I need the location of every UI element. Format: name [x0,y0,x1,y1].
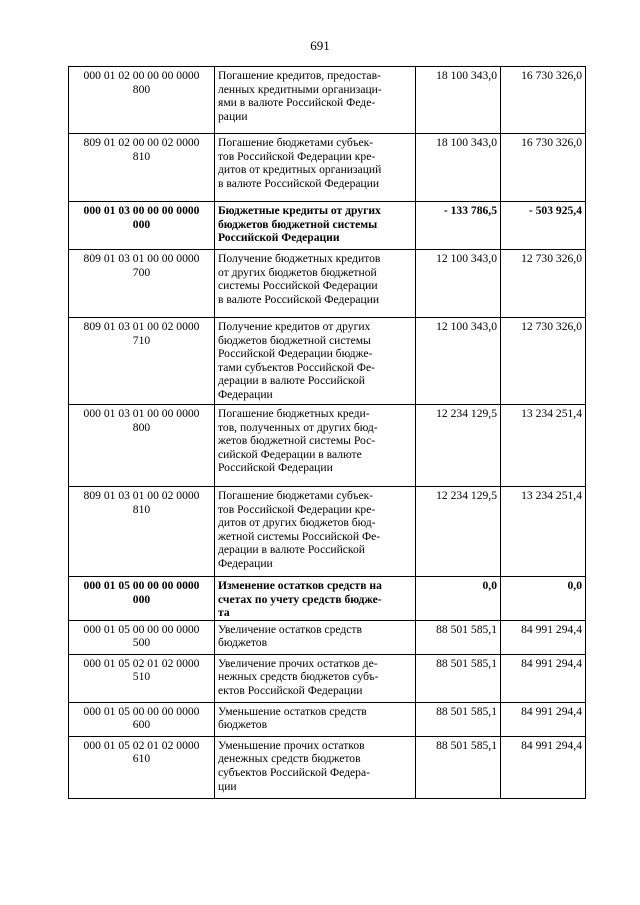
item-name: Погашение кредитов, предостав- ленных кредитными организаци- ями в валюте Российской Феде- рации [218,69,382,123]
amount-year-1: 18 100 343,0 [416,67,501,134]
table-row [69,702,586,736]
budget-code-cell [69,405,215,487]
table-row [69,736,586,798]
budget-code-suffix: 510 [132,670,151,684]
item-name: Увеличение остатков средств бюджетов [218,622,362,650]
item-name-cell [215,134,416,202]
page-number: 691 [310,38,330,53]
table-row [69,577,586,621]
budget-code-cell [69,250,215,318]
budget-code: 809 01 02 00 00 02 0000 [83,136,200,149]
budget-code-suffix: 700 [132,265,151,279]
amount-year-1: 88 501 585,1 [416,702,501,736]
amount-year-2: 84 991 294,4 [501,620,586,654]
budget-code-suffix: 810 [132,502,151,516]
item-name: Изменение остатков средств на счетах по учету средств бюдже- та [218,579,382,620]
table-row [69,134,586,202]
amount-year-1: 0,0 [416,577,501,621]
table-row [69,654,586,702]
budget-code-cell [69,134,215,202]
budget-code-suffix: 710 [132,333,151,347]
budget-code-cell [69,620,215,654]
amount-year-1: 12 100 343,0 [416,318,501,405]
item-name: Уменьшение остатков средств бюджетов [218,704,367,732]
item-name: Увеличение прочих остатков де- нежных средств бюджетов субъ- ектов Российской Федерации [218,656,379,697]
amount-year-2: 84 991 294,4 [501,654,586,702]
budget-code: 000 01 02 00 00 00 0000 [83,69,200,82]
budget-code: 809 01 03 01 00 00 0000 [83,252,200,265]
amount-year-2: 84 991 294,4 [501,702,586,736]
amount-year-1: 12 234 129,5 [416,405,501,487]
amount-year-1: 12 100 343,0 [416,250,501,318]
budget-code: 809 01 03 01 00 02 0000 [83,320,200,333]
item-name-cell [215,736,416,798]
amount-year-2: 13 234 251,4 [501,405,586,487]
budget-code-cell [69,318,215,405]
budget-code-suffix: 800 [132,420,151,434]
table-row [69,487,586,577]
budget-sources-table [68,66,586,799]
item-name: Погашение бюджетами субъек- тов Российской Федерации кре- дитов от других бюджетов бюд- жетной системы Российской Фе- дерации в валюте Российской Федерации [218,489,381,570]
amount-year-1: - 133 786,5 [416,202,501,250]
budget-code-suffix: 800 [132,82,151,96]
amount-year-2: 16 730 326,0 [501,67,586,134]
budget-code-cell [69,702,215,736]
table-row [69,67,586,134]
item-name-cell [215,702,416,736]
amount-year-2: 16 730 326,0 [501,134,586,202]
item-name: Погашение бюджетами субъек- тов Российской Федерации кре- дитов от кредитных организаций в валюте Российской Федерации [218,136,382,190]
table-row [69,202,586,250]
amount-year-2: 13 234 251,4 [501,487,586,577]
item-name: Уменьшение прочих остатков денежных средств бюджетов субъектов Российской Федера- ции [218,738,370,793]
budget-code-suffix: 500 [132,636,151,650]
budget-code-cell [69,487,215,577]
budget-code: 000 01 05 00 00 00 0000 [83,579,200,592]
amount-year-1: 12 234 129,5 [416,487,501,577]
budget-code-cell [69,202,215,250]
amount-year-2: 12 730 326,0 [501,318,586,405]
table-row [69,620,586,654]
budget-code-cell [69,654,215,702]
budget-code: 000 01 05 00 00 00 0000 [83,704,200,718]
table-row [69,318,586,405]
budget-code: 000 01 05 00 00 00 0000 [83,622,200,636]
table-row [69,250,586,318]
item-name: Получение бюджетных кредитов от других бюджетов бюджетной системы Российской Федерации в валюте Российской Федерации [218,252,381,306]
budget-code: 000 01 05 02 01 02 0000 [83,656,200,670]
amount-year-1: 88 501 585,1 [416,736,501,798]
item-name-cell [215,250,416,318]
budget-code-cell [69,67,215,134]
item-name-cell [215,405,416,487]
budget-code-suffix: 810 [132,149,151,163]
item-name-cell [215,487,416,577]
table-row [69,405,586,487]
amount-year-2: 84 991 294,4 [501,736,586,798]
budget-code: 000 01 03 01 00 00 0000 [83,407,200,420]
budget-code-suffix: 000 [132,592,151,606]
budget-code: 809 01 03 01 00 02 0000 [83,489,200,502]
budget-code-cell [69,736,215,798]
amount-year-2: 0,0 [501,577,586,621]
item-name: Бюджетные кредиты от других бюджетов бюджетной системы Российской Федерации [218,204,381,245]
item-name-cell [215,202,416,250]
amount-year-1: 88 501 585,1 [416,654,501,702]
item-name-cell [215,654,416,702]
item-name: Получение кредитов от других бюджетов бюджетной системы Российской Федерации бюдже- тами субъектов Российской Фе- дерации в валюте Российской Федерации [218,320,375,401]
budget-code-cell [69,577,215,621]
budget-code-suffix: 610 [132,752,151,766]
amount-year-1: 88 501 585,1 [416,620,501,654]
amount-year-2: 12 730 326,0 [501,250,586,318]
table-body [69,67,586,799]
item-name-cell [215,577,416,621]
item-name-cell [215,620,416,654]
item-name: Погашение бюджетных креди- тов, полученных от других бюд- жетов бюджетной системы Рос- сийской Федерации в валюте Российской Федерации [218,407,378,475]
item-name-cell [215,67,416,134]
amount-year-1: 18 100 343,0 [416,134,501,202]
budget-code: 000 01 03 00 00 00 0000 [83,204,200,217]
budget-code: 000 01 05 02 01 02 0000 [83,738,200,752]
amount-year-2: - 503 925,4 [501,202,586,250]
budget-code-suffix: 600 [132,718,151,732]
budget-code-suffix: 000 [132,217,151,231]
item-name-cell [215,318,416,405]
